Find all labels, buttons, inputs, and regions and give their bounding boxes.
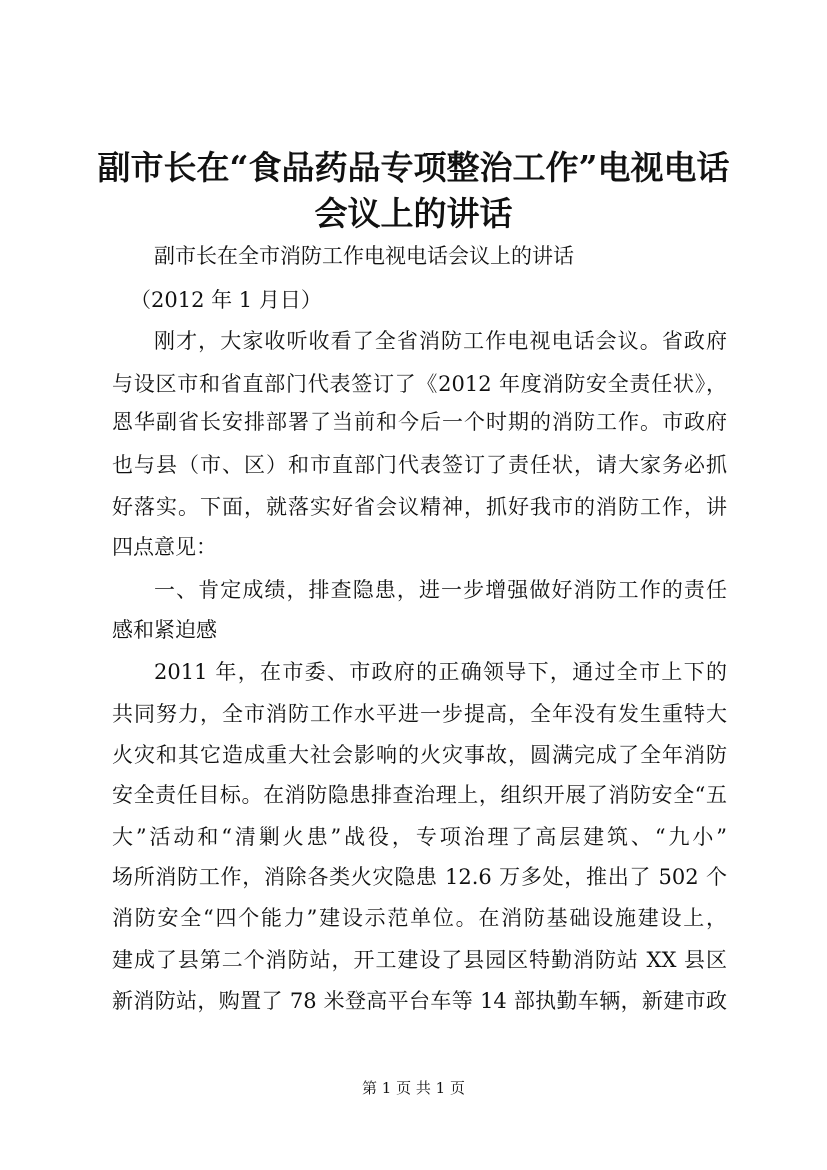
section-heading-line: 感和紧迫感 bbox=[112, 618, 217, 642]
paragraph-1-line: 刚才，大家收听收看了全省消防工作电视电话会议。省政府 bbox=[154, 329, 727, 353]
section-heading-line: 一、肯定成绩，排查隐患，进一步增强做好消防工作的责任 bbox=[154, 578, 727, 602]
paragraph-2-line: 2011 年，在市委、市政府的正确领导下，通过全市上下的 bbox=[154, 660, 727, 684]
paragraph-2-line: 消防安全“四个能力”建设示范单位。在消防基础设施建设上， bbox=[112, 906, 727, 930]
paragraph-1-line: 好落实。下面，就落实好省会议精神，抓好我市的消防工作，讲 bbox=[112, 495, 727, 519]
paragraph-2-line: 共同努力，全市消防工作水平进一步提高，全年没有发生重特大 bbox=[112, 702, 727, 726]
paragraph-2-line: 建成了县第二个消防站，开工建设了县园区特勤消防站 XX 县区 bbox=[112, 948, 727, 972]
page-footer: 第 1 页 共 1 页 bbox=[362, 1079, 465, 1097]
paragraph-2-line: 大”活动和“清剿火患”战役，专项治理了高层建筑、“九小” bbox=[112, 825, 727, 849]
document-title-line-2: 会议上的讲话 bbox=[314, 194, 513, 233]
paragraph-2-line: 火灾和其它造成重大社会影响的火灾事故，圆满完成了全年消防 bbox=[112, 743, 727, 767]
paragraph-2-line: 场所消防工作，消除各类火灾隐患 12.6 万多处，推出了 502 个 bbox=[112, 865, 727, 889]
paragraph-2-line: 新消防站，购置了 78 米登高平台车等 14 部执勤车辆，新建市政 bbox=[112, 989, 727, 1013]
document-subtitle: 副市长在全市消防工作电视电话会议上的讲话 bbox=[154, 244, 574, 268]
document-title-line-1: 副市长在“食品药品专项整治工作”电视电话 bbox=[97, 148, 730, 187]
document-date: （2012 年 1 月日） bbox=[130, 288, 322, 312]
paragraph-1-line: 四点意见： bbox=[112, 535, 217, 559]
paragraph-1-line: 与设区市和省直部门代表签订了《2012 年度消防安全责任状》， bbox=[112, 372, 727, 396]
paragraph-1-line: 也与县（市、区）和市直部门代表签订了责任状，请大家务必抓 bbox=[112, 453, 727, 477]
paragraph-1-line: 恩华副省长安排部署了当前和今后一个时期的消防工作。市政府 bbox=[112, 410, 727, 434]
paragraph-2-line: 安全责任目标。在消防隐患排查治理上，组织开展了消防安全“五 bbox=[112, 783, 727, 807]
